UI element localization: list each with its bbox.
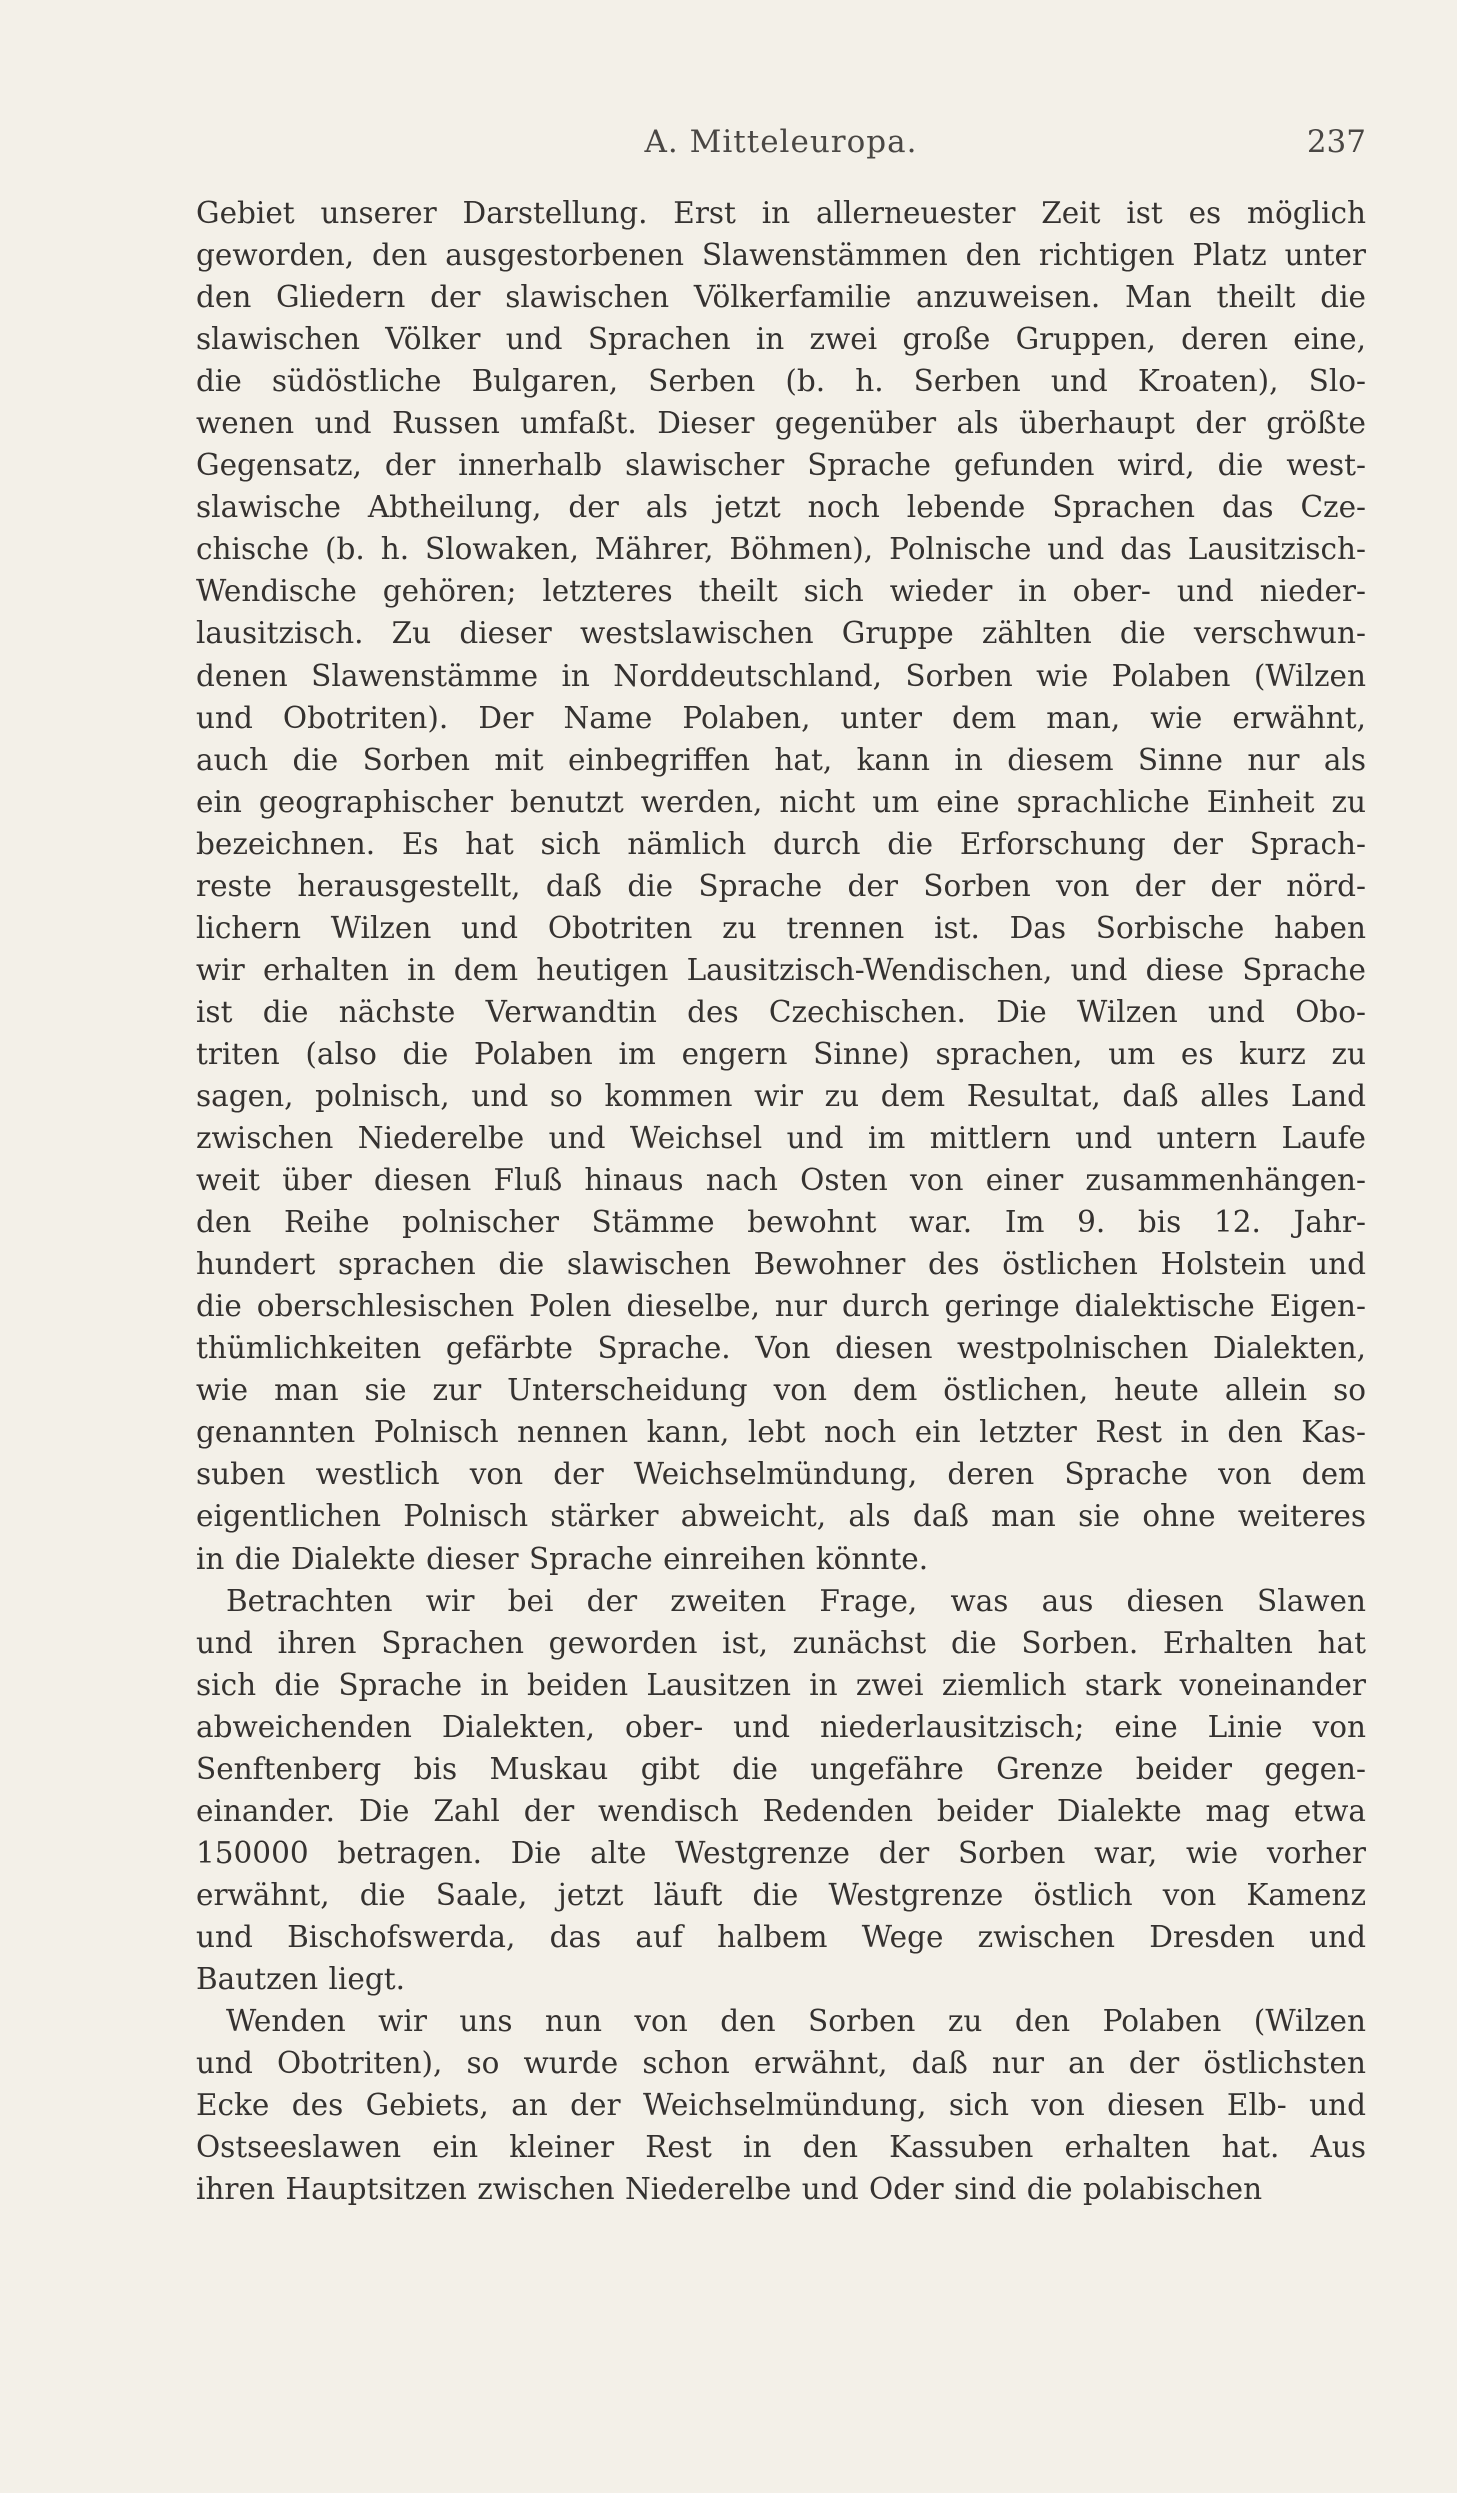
text-line: genannten Polnisch nennen kann, lebt noch ein letzter Rest in den Kas- [196, 1415, 1366, 1450]
text-line: Gebiet unserer Darstellung. Erst in allerneuester Zeit ist es möglich [196, 196, 1366, 230]
running-head [196, 124, 1366, 170]
text-line: ihren Hauptsitzen zwischen Niederelbe und Oder sind die polabischen [196, 2172, 1263, 2207]
text-line: abweichenden Dialekten, ober- und niederlausitzisch; eine Linie von [196, 1709, 1366, 1744]
text-line: eigentlichen Polnisch stärker abweicht, als daß man sie ohne weiteres [196, 1499, 1366, 1534]
page-number: 237 [1306, 124, 1366, 160]
text-line: einander. Die Zahl der wendisch Redenden beider Dialekte mag etwa [196, 1793, 1366, 1828]
text-line: slawischen Völker und Sprachen in zwei große Gruppen, deren eine, [196, 322, 1366, 357]
text-line: den Reihe polnischer Stämme bewohnt war. Im 9. bis 12. Jahr- [196, 1205, 1366, 1240]
text-line: erwähnt, die Saale, jetzt läuft die Westgrenze östlich von Kamenz [196, 1877, 1366, 1912]
text-line: und Bischofswerda, das auf halbem Wege zwischen Dresden und [196, 1919, 1366, 1954]
text-line: den Gliedern der slawischen Völkerfamilie anzuweisen. Man theilt die [196, 280, 1366, 315]
text-line: chische (b. h. Slowaken, Mährer, Böhmen), Polnische und das Lausitzisch- [196, 532, 1366, 567]
text-line: reste herausgestellt, daß die Sprache der Sorben von der der nörd- [196, 868, 1366, 903]
text-line: zwischen Niederelbe und Weichsel und im mittlern und untern Laufe [196, 1121, 1366, 1156]
text-line: ein geographischer benutzt werden, nicht um eine sprachliche Einheit zu [196, 784, 1366, 819]
text-line: geworden, den ausgestorbenen Slawenstämmen den richtigen Platz unter [196, 238, 1366, 273]
text-line: ist die nächste Verwandtin des Czechischen. Die Wilzen und Obo- [196, 994, 1366, 1029]
text-line: slawische Abtheilung, der als jetzt noch lebende Sprachen das Cze- [196, 490, 1366, 525]
text-line: hundert sprachen die slawischen Bewohner des östlichen Holstein und [196, 1247, 1366, 1282]
text-line: Senftenberg bis Muskau gibt die ungefähre Grenze beider gegen- [196, 1751, 1366, 1786]
text-line: triten (also die Polaben im engern Sinne) sprachen, um es kurz zu [196, 1036, 1366, 1071]
running-title: A. Mitteleuropa. [644, 124, 918, 160]
text-line: Gegensatz, der innerhalb slawischer Sprache gefunden wird, die west- [196, 448, 1366, 483]
text-line: Ecke des Gebiets, an der Weichselmündung, sich von diesen Elb- und [196, 2088, 1366, 2123]
text-line: bezeichnen. Es hat sich nämlich durch die Erforschung der Sprach- [196, 826, 1366, 861]
text-line: in die Dialekte dieser Sprache einreihen könnte. [196, 1541, 929, 1576]
text-line: auch die Sorben mit einbegriffen hat, kann in diesem Sinne nur als [196, 742, 1366, 777]
text-line: sich die Sprache in beiden Lausitzen in zwei ziemlich stark voneinander [196, 1667, 1366, 1702]
text-line: lausitzisch. Zu dieser westslawischen Gruppe zählten die verschwun- [196, 616, 1366, 651]
text-line: sagen, polnisch, und so kommen wir zu dem Resultat, daß alles Land [196, 1078, 1366, 1113]
text-line: Wendische gehören; letzteres theilt sich wieder in ober- und nieder- [196, 574, 1366, 609]
text-line: thümlichkeiten gefärbte Sprache. Von diesen westpolnischen Dialekten, [196, 1331, 1366, 1366]
text-line: und Obotriten). Der Name Polaben, unter dem man, wie erwähnt, [196, 700, 1366, 735]
text-line: wir erhalten in dem heutigen Lausitzisch-Wendischen, und diese Sprache [196, 952, 1366, 987]
text-line: lichern Wilzen und Obotriten zu trennen ist. Das Sorbische haben [196, 910, 1366, 945]
text-line: Betrachten wir bei der zweiten Frage, was aus diesen Slawen [226, 1583, 1366, 1618]
text-line: Ostseeslawen ein kleiner Rest in den Kassuben erhalten hat. Aus [196, 2130, 1366, 2165]
text-line: die südöstliche Bulgaren, Serben (b. h. Serben und Kroaten), Slo- [196, 364, 1366, 399]
text-line: die oberschlesischen Polen dieselbe, nur durch geringe dialektische Eigen- [196, 1289, 1366, 1324]
body-text [196, 192, 1366, 2210]
text-line: Bautzen liegt. [196, 1961, 405, 1996]
text-line: und ihren Sprachen geworden ist, zunächst die Sorben. Erhalten hat [196, 1625, 1366, 1660]
text-line: suben westlich von der Weichselmündung, deren Sprache von dem [196, 1457, 1366, 1492]
text-line: denen Slawenstämme in Norddeutschland, Sorben wie Polaben (Wilzen [196, 658, 1366, 693]
text-line: wie man sie zur Unterscheidung von dem östlichen, heute allein so [196, 1373, 1366, 1408]
text-line: 150000 betragen. Die alte Westgrenze der Sorben war, wie vorher [196, 1835, 1366, 1870]
text-line: und Obotriten), so wurde schon erwähnt, daß nur an der östlichsten [196, 2046, 1366, 2081]
text-line: Wenden wir uns nun von den Sorben zu den Polaben (Wilzen [226, 2004, 1366, 2039]
text-line: weit über diesen Fluß hinaus nach Osten von einer zusammenhängen- [196, 1163, 1366, 1198]
text-line: wenen und Russen umfaßt. Dieser gegenüber als überhaupt der größte [196, 406, 1366, 441]
